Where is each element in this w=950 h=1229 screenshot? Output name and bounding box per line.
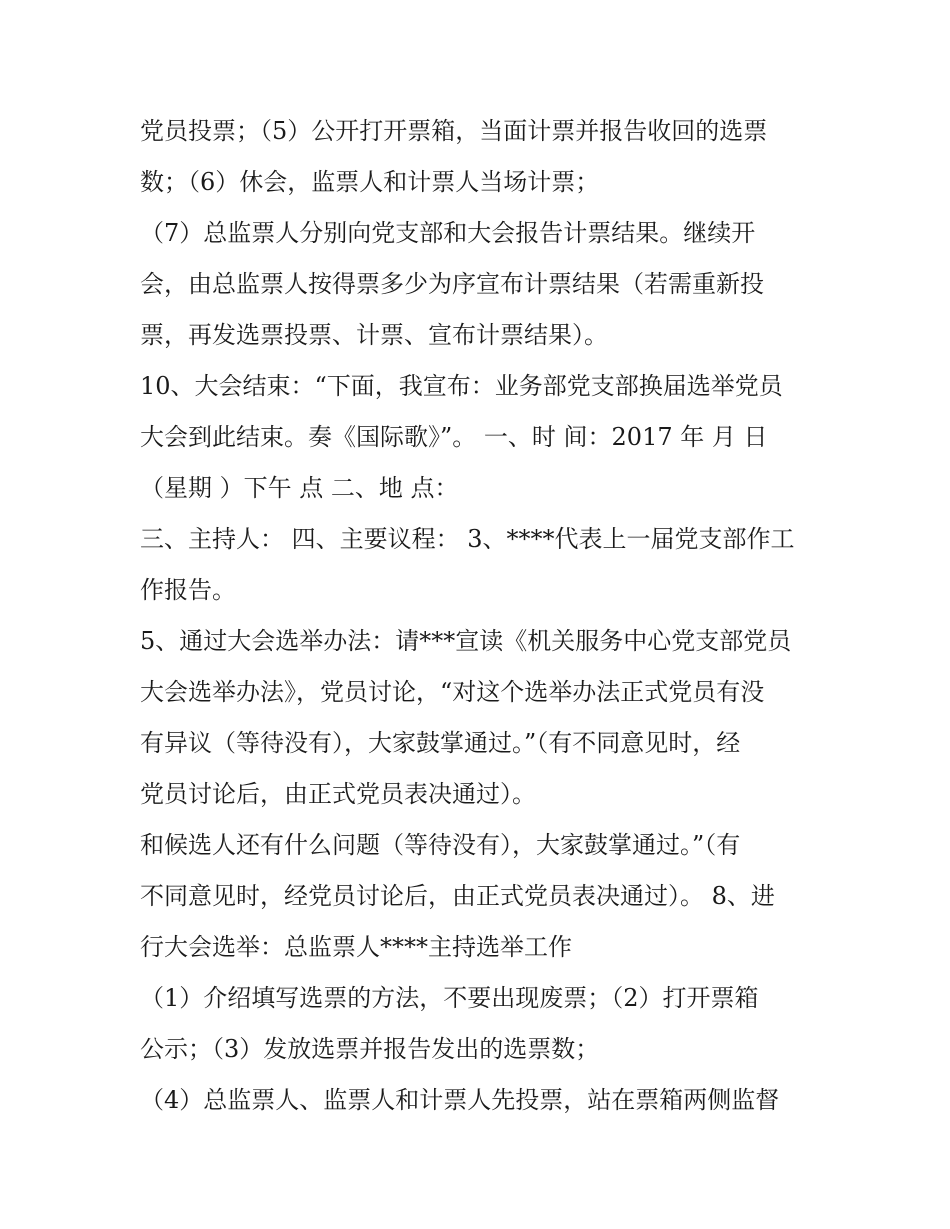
text-line: 10、大会结束：“下面，我宣布：业务部党支部换届选举党员: [140, 372, 783, 400]
text-line: 党员讨论后，由正式党员表决通过）。: [140, 780, 536, 808]
text-line: 三、主持人： 四、主要议程： 3、****代表上一届党支部作工: [140, 525, 795, 553]
text-line: （4）总监票人、监票人和计票人先投票，站在票箱两侧监督: [140, 1086, 780, 1114]
text-line: 和候选人还有什么问题（等待没有），大家鼓掌通过。”（有: [140, 831, 741, 859]
text-line: （1）介绍填写选票的方法，不要出现废票；（2）打开票箱: [140, 984, 759, 1012]
text-line: 行大会选举：总监票人****主持选举工作: [140, 933, 572, 961]
text-line: 不同意见时，经党员讨论后，由正式党员表决通过）。 8、进: [140, 882, 775, 910]
text-line: （7）总监票人分别向党支部和大会报告计票结果。继续开: [140, 219, 756, 247]
text-line: 有异议（等待没有），大家鼓掌通过。”（有不同意见时，经: [140, 729, 741, 757]
text-line: （星期 ）下午 点 二、地 点：: [140, 474, 459, 502]
text-line: 5、通过大会选举办法：请***宣读《机关服务中心党支部党员: [140, 627, 792, 655]
text-line: 党员投票；（5）公开打开票箱，当面计票并报告收回的选票: [140, 117, 768, 145]
text-line: 票，再发选票投票、计票、宣布计票结果）。: [140, 321, 608, 349]
text-line: 会，由总监票人按得票多少为序宣布计票结果（若需重新投: [140, 270, 764, 298]
document-body: [140, 106, 820, 1126]
text-line: 大会到此结束。奏《国际歌》”。 一、时 间：2017 年 月 日: [140, 423, 768, 451]
text-line: 大会选举办法》，党员讨论，“对这个选举办法正式党员有没: [140, 678, 765, 706]
text-line: 作报告。: [140, 576, 236, 604]
text-line: 公示；（3）发放选票并报告发出的选票数；: [140, 1035, 600, 1063]
text-line: 数；（6）休会，监票人和计票人当场计票；: [140, 168, 600, 196]
